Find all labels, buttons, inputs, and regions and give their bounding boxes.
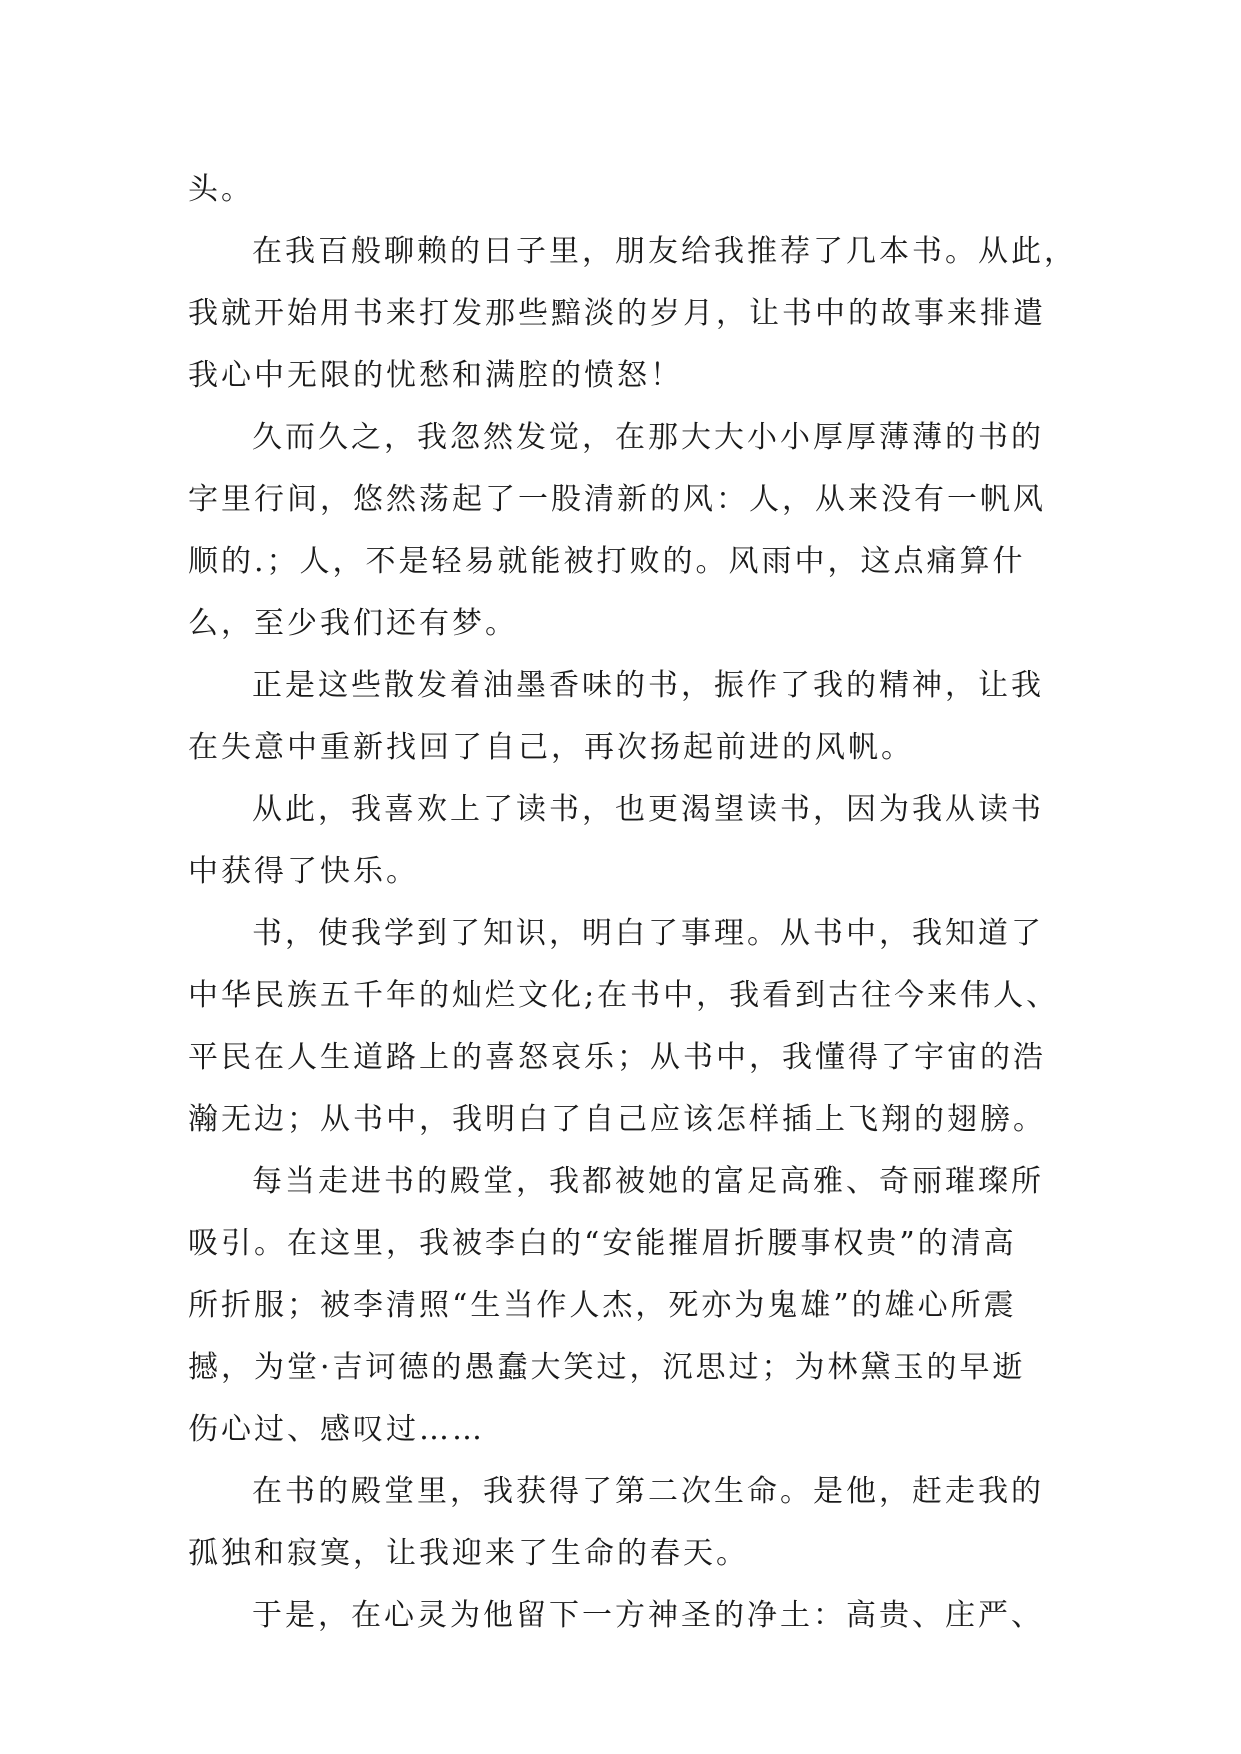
text-line: 我心中无限的忧愁和满腔的愤怒！ [188, 358, 683, 393]
text-line: 中获得了快乐。 [188, 854, 419, 889]
paragraph-start-line: 在书的殿堂里，我获得了第二次生命。是他，赶走我的 [252, 1474, 1044, 1509]
text-line: 伤心过、感叹过…… [188, 1412, 485, 1447]
paragraph-start-line: 从此，我喜欢上了读书，也更渴望读书，因为我从读书 [252, 792, 1044, 827]
text-line: 平民在人生道路上的喜怒哀乐；从书中，我懂得了宇宙的浩 [188, 1040, 1046, 1075]
text-line: 中华民族五千年的灿烂文化;在书中，我看到古往今来伟人、 [188, 978, 1060, 1013]
text-line: 所折服；被李清照“生当作人杰，死亦为鬼雄”的雄心所震 [188, 1288, 1017, 1323]
text-line: 字里行间，悠然荡起了一股清新的风：人，从来没有一帆风 [188, 482, 1046, 517]
text-line: 撼，为堂·吉诃德的愚蠢大笑过，沉思过；为林黛玉的早逝 [188, 1350, 1026, 1385]
paragraph-start-line: 在我百般聊赖的日子里，朋友给我推荐了几本书。从此， [252, 234, 1077, 269]
text-line: 么，至少我们还有梦。 [188, 606, 518, 641]
paragraph-start-line: 久而久之，我忽然发觉，在那大大小小厚厚薄薄的书的 [252, 420, 1044, 455]
paragraph-start-line: 书，使我学到了知识，明白了事理。从书中，我知道了 [252, 916, 1044, 951]
text-line: 吸引。在这里，我被李白的“安能摧眉折腰事权贵”的清高 [188, 1226, 1017, 1261]
text-line: 孤独和寂寞，让我迎来了生命的春天。 [188, 1536, 749, 1571]
text-line: 在失意中重新找回了自己，再次扬起前进的风帆。 [188, 730, 914, 765]
paragraph-start-line: 于是，在心灵为他留下一方神圣的净土：高贵、庄严、 [252, 1598, 1044, 1633]
paragraph-start-line: 每当走进书的殿堂，我都被她的富足高雅、奇丽璀璨所 [252, 1164, 1044, 1199]
text-line: 瀚无边；从书中，我明白了自己应该怎样插上飞翔的翅膀。 [188, 1102, 1046, 1137]
text-line: 头。 [188, 172, 254, 207]
body-text [188, 159, 1088, 1647]
paragraph-start-line: 正是这些散发着油墨香味的书，振作了我的精神，让我 [252, 668, 1044, 703]
text-line: 我就开始用书来打发那些黯淡的岁月，让书中的故事来排遣 [188, 296, 1046, 331]
text-line: 顺的.；人，不是轻易就能被打败的。风雨中，这点痛算什 [188, 544, 1026, 579]
